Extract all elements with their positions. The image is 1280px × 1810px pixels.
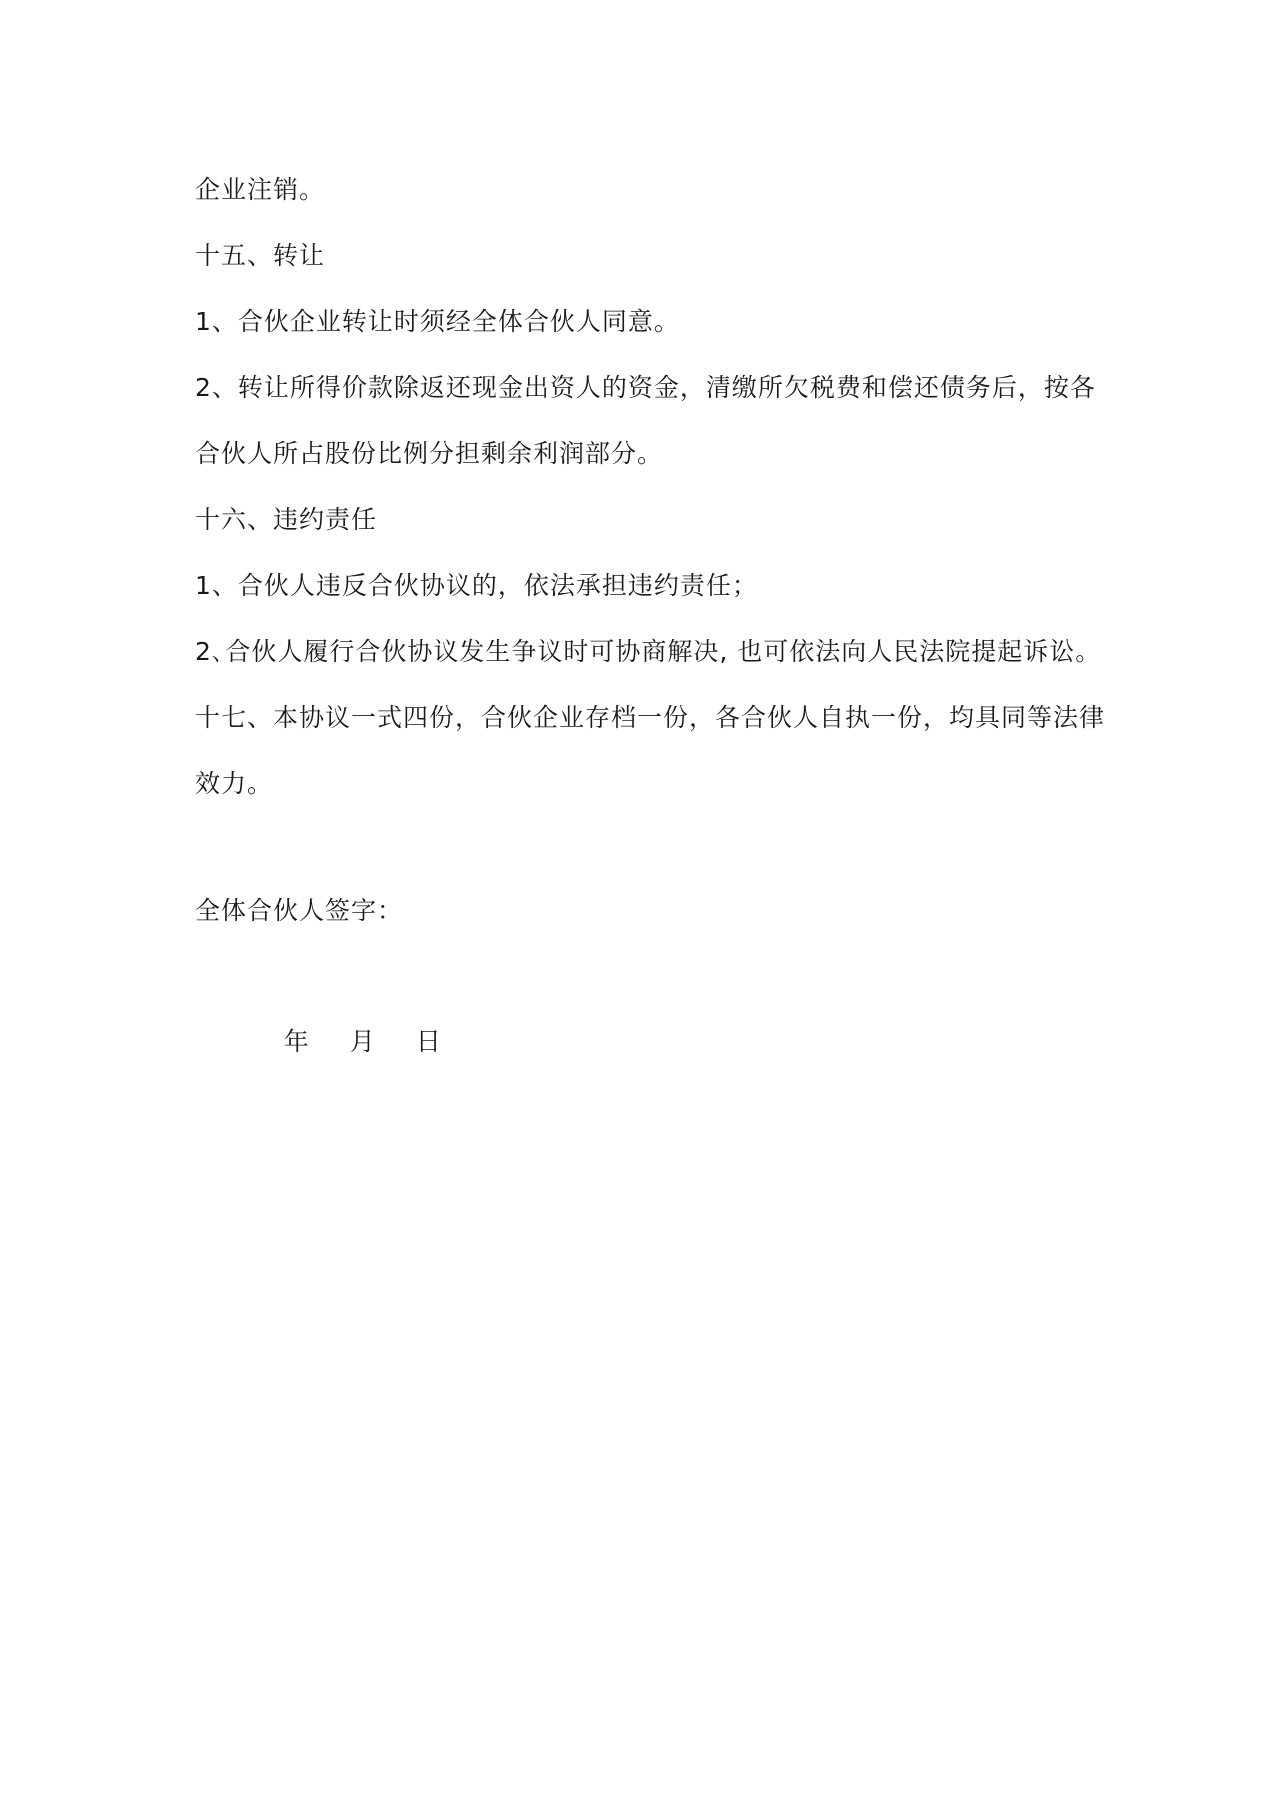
signature-label: 全体合伙人签字： — [195, 896, 404, 925]
date-year-label: 年 — [283, 1027, 310, 1056]
clause-breach-1: 1、合伙人违反合伙协议的，依法承担违约责任； — [195, 571, 758, 600]
document-body — [195, 157, 1106, 817]
clause-copies-line-2: 效力。 — [195, 769, 274, 798]
clause-breach-2: 2､合伙人履行合伙协议发生争议时可协商解决, 也可依法向人民法院提起诉讼。 — [195, 637, 1102, 666]
clause-copies-line-1: 十七、本协议一式四份，合伙企业存档一份，各合伙人自执一份，均具同等法律 — [195, 703, 1106, 732]
paragraph-enterprise-cancellation: 企业注销。 — [195, 175, 326, 204]
signature-section — [195, 891, 1100, 931]
date-month-label: 月 — [349, 1027, 376, 1056]
clause-transfer-2-line-1: 2、转让所得价款除返还现金出资人的资金，清缴所欠税费和偿还债务后，按各 — [195, 373, 1096, 402]
section-heading-breach-liability: 十六、违约责任 — [195, 505, 378, 534]
clause-transfer-1: 1、合伙企业转让时须经全体合伙人同意。 — [195, 307, 680, 336]
section-heading-transfer: 十五、转让 — [195, 241, 326, 270]
date-line — [248, 982, 442, 1102]
date-day-label: 日 — [415, 1027, 442, 1056]
clause-transfer-2-line-2: 合伙人所占股份比例分担剩余利润部分。 — [195, 439, 664, 468]
